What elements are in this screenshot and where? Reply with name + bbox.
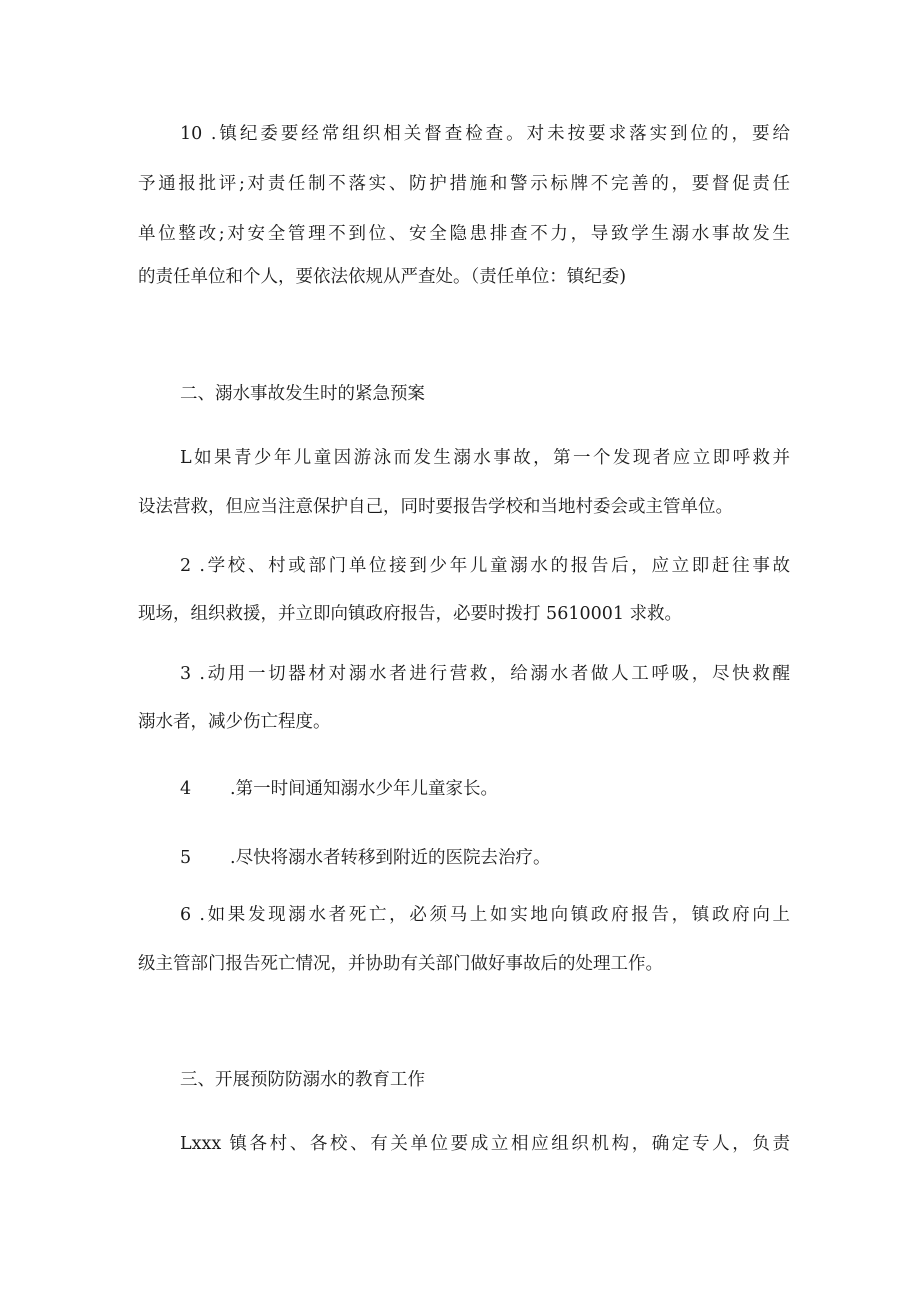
item-2-line-1: 2 .学校、村或部门单位接到少年儿童溺水的报告后，应立即赶往事故 bbox=[180, 556, 790, 576]
item-2-line-2: 现场，组织救援，并立即向镇政府报告，必要时拨打 5610001 求救。 bbox=[138, 604, 683, 624]
item-5-number: 5 bbox=[180, 848, 192, 868]
item-3-line-2: 溺水者，减少伤亡程度。 bbox=[138, 712, 331, 732]
item-4-number: 4 bbox=[180, 779, 192, 799]
item-f1-line-1: Lxxx 镇各村、各校、有关单位要成立相应组织机构，确定专人，负责 bbox=[180, 1134, 790, 1154]
section-heading-3: 三、开展预防防溺水的教育工作 bbox=[180, 1070, 425, 1090]
item-1-line-1: L如果青少年儿童因游泳而发生溺水事故，第一个发现者应立即呼救并 bbox=[180, 448, 790, 468]
item-4-text: .第一时间通知溺水少年儿童家长。 bbox=[230, 779, 499, 799]
para-10-line-1: 10 .镇纪委要经常组织相关督查检查。对未按要求落实到位的，要给 bbox=[180, 124, 790, 144]
item-1-line-2: 设法营救，但应当注意保护自己，同时要报告学校和当地村委会或主管单位。 bbox=[138, 497, 733, 517]
para-10-line-4: 的责任单位和个人，要依法依规从严查处。（责任单位：镇纪委) bbox=[138, 267, 627, 287]
section-heading-2: 二、溺水事故发生时的紧急预案 bbox=[180, 384, 425, 404]
item-3-line-1: 3 .动用一切器材对溺水者进行营救，给溺水者做人工呼吸，尽快救醒 bbox=[180, 664, 790, 684]
para-10-line-3: 单位整改;对安全管理不到位、安全隐患排查不力，导致学生溺水事故发生 bbox=[138, 224, 790, 244]
item-6-line-1: 6 .如果发现溺水者死亡，必须马上如实地向镇政府报告，镇政府向上 bbox=[180, 905, 790, 925]
item-5-text: .尽快将溺水者转移到附近的医院去治疗。 bbox=[230, 848, 551, 868]
item-6-line-2: 级主管部门报告死亡情况，并协助有关部门做好事故后的处理工作。 bbox=[138, 954, 663, 974]
para-10-line-2: 予通报批评;对责任制不落实、防护措施和警示标牌不完善的，要督促责任 bbox=[138, 174, 790, 194]
